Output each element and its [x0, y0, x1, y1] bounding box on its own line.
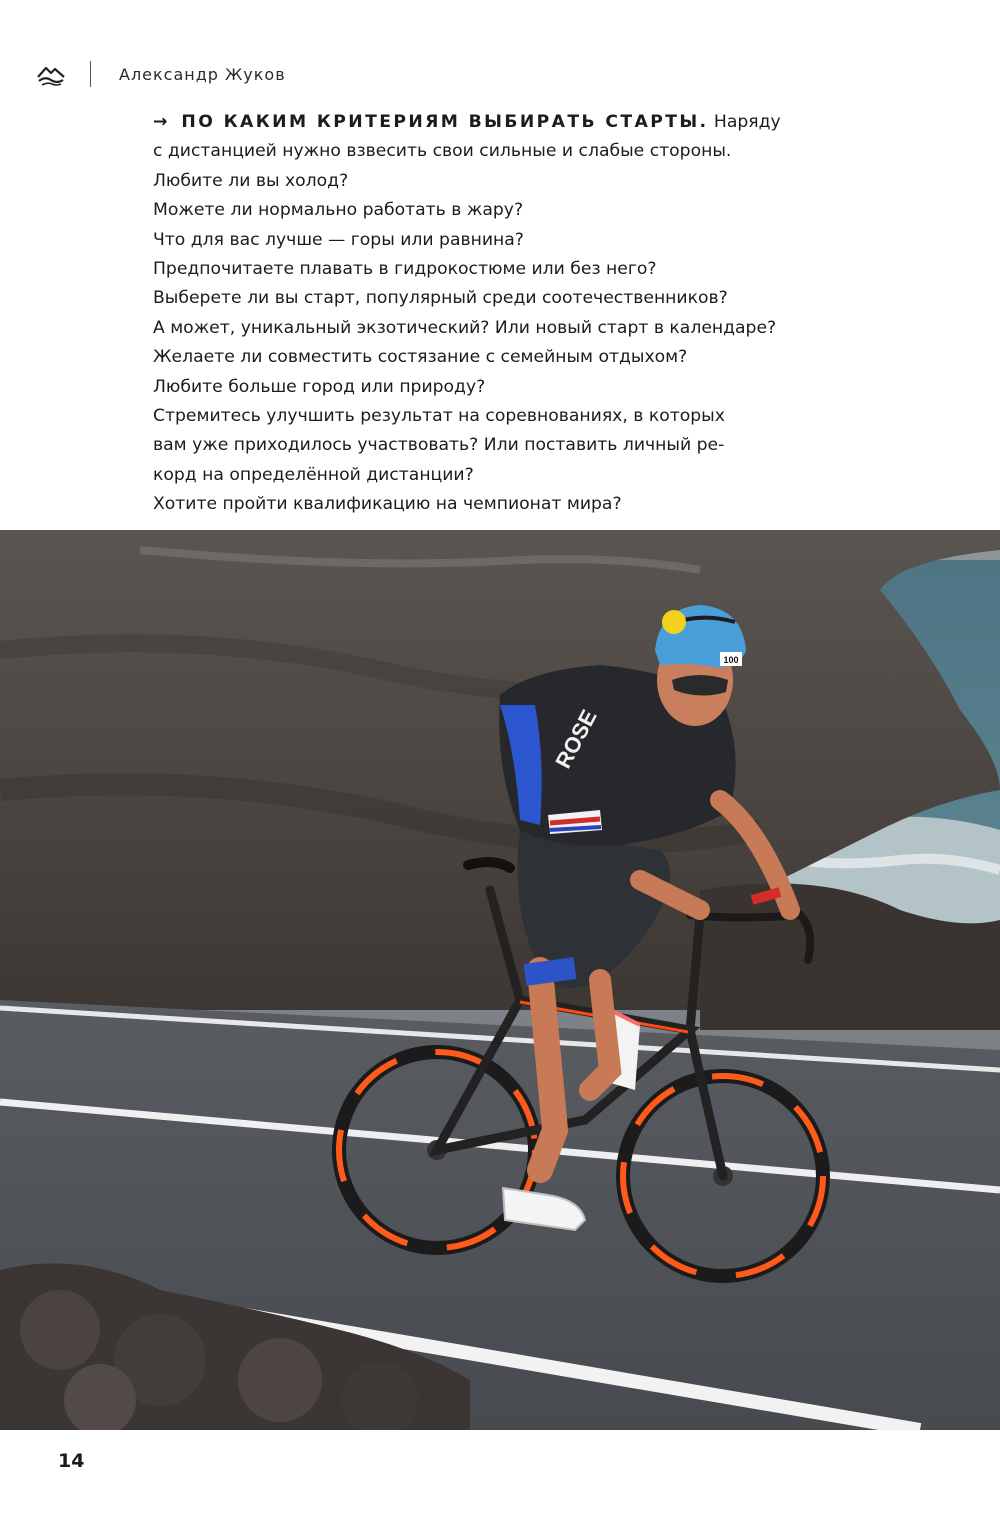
cyclist-photo: [0, 530, 1000, 1430]
text-line: Выберете ли вы старт, популярный среди соотечественников?: [153, 288, 728, 309]
heading-tail: Наряду: [708, 112, 781, 132]
text-line: вам уже приходилось участвовать? Или поставить личный ре-: [153, 435, 725, 456]
text-line: Любите ли вы холод?: [153, 170, 349, 191]
text-line: Хотите пройти квалификацию на чемпионат мира?: [153, 494, 622, 515]
text-line: Стремитесь улучшить результат на соревнованиях, в которых: [153, 406, 725, 427]
text-line: Желаете ли совместить состязание с семейным отдыхом?: [153, 347, 688, 368]
text-line: А может, уникальный экзотический? Или новый старт в календаре?: [153, 317, 777, 338]
text-line: с дистанцией нужно взвесить свои сильные и слабые стороны.: [153, 141, 732, 162]
author-name: Александр Жуков: [119, 64, 286, 84]
page-number: 14: [58, 1450, 85, 1472]
page-header: [36, 58, 286, 90]
section-heading: ПО КАКИМ КРИТЕРИЯМ ВЫБИРАТЬ СТАРТЫ.: [181, 112, 709, 132]
jersey-logo-text: ROSE: [550, 705, 602, 773]
text-line: Любите больше город или природу?: [153, 376, 486, 397]
right-arrow-icon: →: [153, 112, 168, 132]
bib-number: 100: [723, 655, 739, 665]
text-line: корд на определённой дистанции?: [153, 464, 474, 485]
header-divider: [90, 61, 91, 87]
text-line: Можете ли нормально работать в жару?: [153, 200, 524, 221]
mountain-wave-logo-icon: [36, 59, 66, 89]
criteria-text: [153, 108, 793, 520]
text-line: Предпочитаете плавать в гидрокостюме или без него?: [153, 259, 657, 280]
text-line: Что для вас лучше — горы или равнина?: [153, 229, 524, 250]
heading-line: [153, 108, 793, 137]
